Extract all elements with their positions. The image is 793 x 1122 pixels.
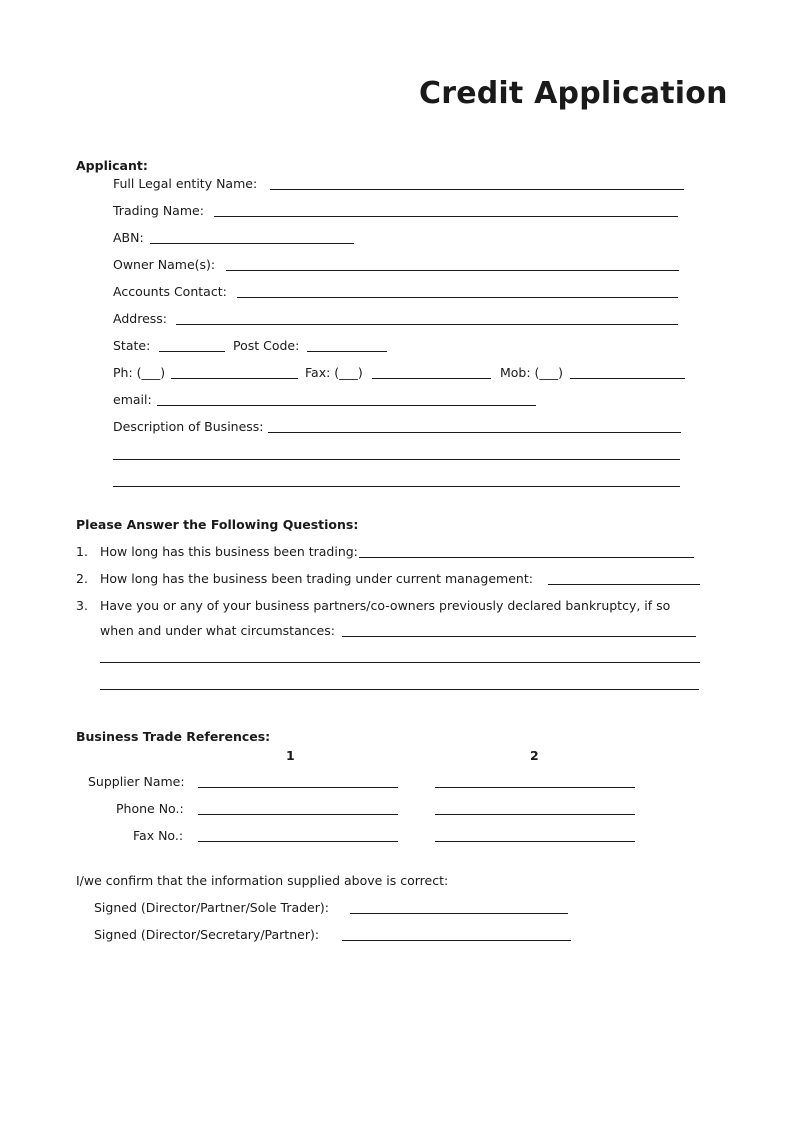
references-heading: Business Trade References: — [76, 729, 271, 744]
abn-label: ABN: — [113, 230, 144, 245]
questions-heading: Please Answer the Following Questions: — [76, 517, 359, 532]
reference-fax-1-field[interactable] — [198, 841, 398, 842]
trading-name-label: Trading Name: — [113, 203, 204, 218]
mob-label: Mob: (___) — [500, 365, 564, 380]
question-1-answer-field[interactable] — [359, 557, 694, 558]
applicant-heading: Applicant: — [76, 158, 148, 173]
question-3-number: 3. — [76, 598, 88, 613]
reference-phone-2-field[interactable] — [435, 814, 635, 815]
question-3-answer-line-3[interactable] — [100, 689, 699, 690]
signed-director-field[interactable] — [342, 940, 571, 941]
post-code-field[interactable] — [307, 351, 387, 352]
state-label: State: — [113, 338, 151, 353]
owner-name-field[interactable] — [226, 270, 679, 271]
trading-name-field[interactable] — [214, 216, 678, 217]
state-field[interactable] — [159, 351, 225, 352]
question-3-answer-field[interactable] — [342, 636, 696, 637]
signed-owner-label: Signed (Director/Partner/Sole Trader): — [94, 900, 329, 915]
phone-field[interactable] — [171, 378, 298, 379]
phone-label: Ph: (___) — [113, 365, 166, 380]
fax-label: Fax: (___) — [305, 365, 363, 380]
description-label: Description of Business: — [113, 419, 264, 434]
address-label: Address: — [113, 311, 167, 326]
address-field[interactable] — [176, 324, 678, 325]
mobile-field[interactable] — [570, 378, 685, 379]
question-1-number: 1. — [76, 544, 88, 559]
signed-owner-field[interactable] — [350, 913, 568, 914]
confirmation-statement: I/we confirm that the information supplied above is correct: — [76, 873, 449, 888]
question-3-answer-line-2[interactable] — [100, 662, 700, 663]
description-field[interactable] — [268, 432, 681, 433]
question-3-text: Have you or any of your business partners/co-owners previously declared bankruptcy, if so — [100, 598, 671, 613]
page-title: Credit Application — [419, 76, 728, 111]
reference-phone-label: Phone No.: — [116, 801, 184, 816]
description-field-line-2[interactable] — [113, 459, 680, 460]
reference-phone-1-field[interactable] — [198, 814, 398, 815]
supplier-name-label: Supplier Name: — [88, 774, 185, 789]
description-field-line-3[interactable] — [113, 486, 680, 487]
legal-name-label: Full Legal entity Name: — [113, 176, 258, 191]
legal-name-field[interactable] — [270, 189, 684, 190]
abn-field[interactable] — [150, 243, 354, 244]
email-field[interactable] — [157, 405, 536, 406]
reference-column-2: 2 — [530, 748, 539, 763]
accounts-contact-label: Accounts Contact: — [113, 284, 227, 299]
question-2-answer-field[interactable] — [548, 584, 700, 585]
question-2-text: How long has the business been trading under current management: — [100, 571, 533, 586]
question-3-text-continued: when and under what circumstances: — [100, 623, 335, 638]
reference-column-1: 1 — [286, 748, 295, 763]
supplier-name-2-field[interactable] — [435, 787, 635, 788]
supplier-name-1-field[interactable] — [198, 787, 398, 788]
signed-director-label: Signed (Director/Secretary/Partner): — [94, 927, 320, 942]
question-2-number: 2. — [76, 571, 88, 586]
owner-name-label: Owner Name(s): — [113, 257, 216, 272]
question-1-text: How long has this business been trading: — [100, 544, 358, 559]
reference-fax-2-field[interactable] — [435, 841, 635, 842]
post-code-label: Post Code: — [233, 338, 300, 353]
email-label: email: — [113, 392, 152, 407]
fax-field[interactable] — [372, 378, 491, 379]
reference-fax-label: Fax No.: — [133, 828, 184, 843]
accounts-contact-field[interactable] — [237, 297, 678, 298]
